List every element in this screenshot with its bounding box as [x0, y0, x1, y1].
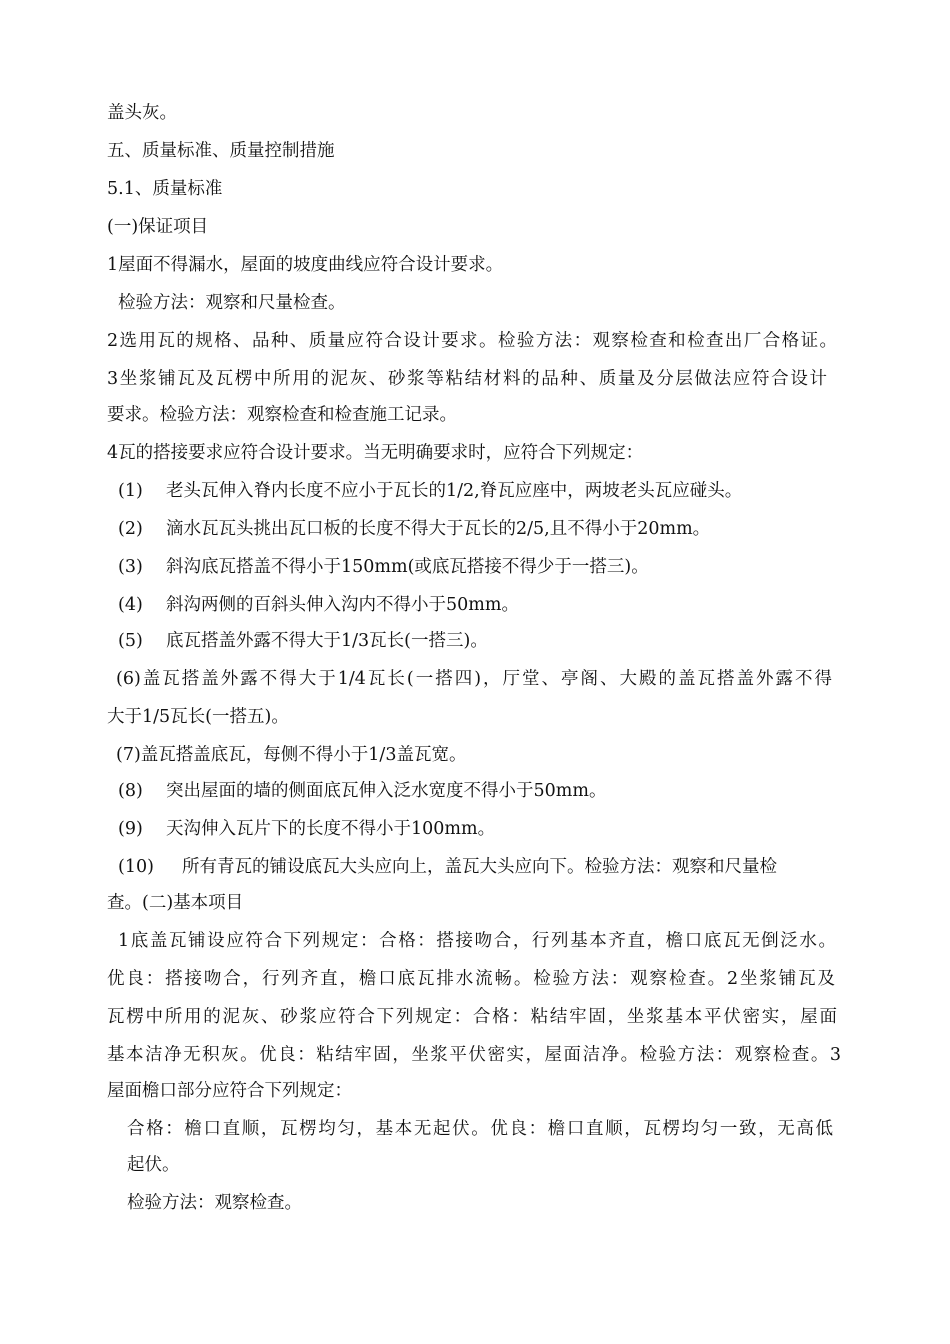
- list-item: (6)盖瓦搭盖外露不得大于1/4瓦长(一搭四)，厅堂、亭阁、大殿的盖瓦搭盖外露不得: [116, 669, 832, 689]
- text-line: 大于1/5瓦长(一搭五)。: [107, 707, 289, 727]
- list-number: (4): [118, 595, 143, 615]
- list-item: [118, 593, 519, 617]
- list-item: [118, 629, 488, 653]
- list-number: (3): [118, 557, 143, 577]
- list-text: 斜沟底瓦搭盖不得小于150mm(或底瓦搭接不得少于一搭三)。: [166, 557, 649, 577]
- text-line: 瓦楞中所用的泥灰、砂浆应符合下列规定：合格：粘结牢固，坐浆基本平伏密实，屋面: [107, 1007, 837, 1027]
- list-item: [118, 855, 777, 879]
- list-number: (2): [118, 519, 143, 539]
- text-line: 屋面檐口部分应符合下列规定：: [107, 1081, 352, 1101]
- text-line: 检验方法：观察和尺量检查。: [118, 293, 346, 313]
- text-line: 盖头灰。: [107, 103, 177, 123]
- list-item: [118, 817, 495, 841]
- list-text: 底瓦搭盖外露不得大于1/3瓦长(一搭三)。: [166, 631, 488, 651]
- text-line: 3坐浆铺瓦及瓦楞中所用的泥灰、砂浆等粘结材料的品种、质量及分层做法应符合设计: [107, 369, 827, 389]
- list-item: (7)盖瓦搭盖底瓦，每侧不得小于1/3盖瓦宽。: [116, 745, 467, 765]
- list-number: (10): [118, 857, 154, 877]
- text-line: 检验方法：观察检查。: [127, 1193, 302, 1213]
- subsection-heading: (一)保证项目: [107, 217, 209, 237]
- text-line: 2选用瓦的规格、品种、质量应符合设计要求。检验方法：观察检查和检查出厂合格证。: [107, 331, 837, 351]
- text-line: 4瓦的搭接要求应符合设计要求。当无明确要求时，应符合下列规定：: [107, 443, 644, 463]
- list-text: 滴水瓦瓦头挑出瓦口板的长度不得大于瓦长的2/5,且不得小于20mm。: [166, 519, 711, 539]
- section-heading: 五、质量标准、质量控制措施: [107, 141, 335, 161]
- list-number: (9): [118, 819, 143, 839]
- list-item: [118, 779, 606, 803]
- list-text: 突出屋面的墙的侧面底瓦伸入泛水宽度不得小于50mm。: [166, 781, 607, 801]
- list-text: 所有青瓦的铺设底瓦大头应向上，盖瓦大头应向下。检验方法：观察和尺量检: [182, 857, 777, 877]
- text-line: 1屋面不得漏水，屋面的坡度曲线应符合设计要求。: [107, 255, 504, 275]
- list-number: (5): [118, 631, 143, 651]
- text-line: 起伏。: [127, 1155, 180, 1175]
- list-item: [118, 479, 742, 503]
- text-line: 优良：搭接吻合，行列齐直，檐口底瓦排水流畅。检验方法：观察检查。2坐浆铺瓦及: [107, 969, 835, 989]
- text-line: 1底盖瓦铺设应符合下列规定：合格：搭接吻合，行列基本齐直，檐口底瓦无倒泛水。: [118, 931, 836, 951]
- text-line: 要求。检验方法：观察检查和检查施工记录。: [107, 405, 457, 425]
- subsection-heading: 5.1、质量标准: [107, 179, 223, 199]
- list-number: (1): [118, 481, 143, 501]
- text-line: 查。(二)基本项目: [107, 893, 244, 913]
- text-line: 合格：檐口直顺，瓦楞均匀，基本无起伏。优良：檐口直顺，瓦楞均匀一致，无高低: [127, 1119, 833, 1139]
- list-text: 天沟伸入瓦片下的长度不得小于100mm。: [166, 819, 496, 839]
- list-text: 斜沟两侧的百斜头伸入沟内不得小于50mm。: [166, 595, 519, 615]
- text-line: 基本洁净无积灰。优良：粘结牢固，坐浆平伏密实，屋面洁净。检验方法：观察检查。3: [107, 1045, 841, 1065]
- list-item: [118, 555, 649, 579]
- list-item: [118, 517, 710, 541]
- list-number: (8): [118, 781, 143, 801]
- list-text: 老头瓦伸入脊内长度不应小于瓦长的1/2,脊瓦应座中，两坡老头瓦应碰头。: [166, 481, 743, 501]
